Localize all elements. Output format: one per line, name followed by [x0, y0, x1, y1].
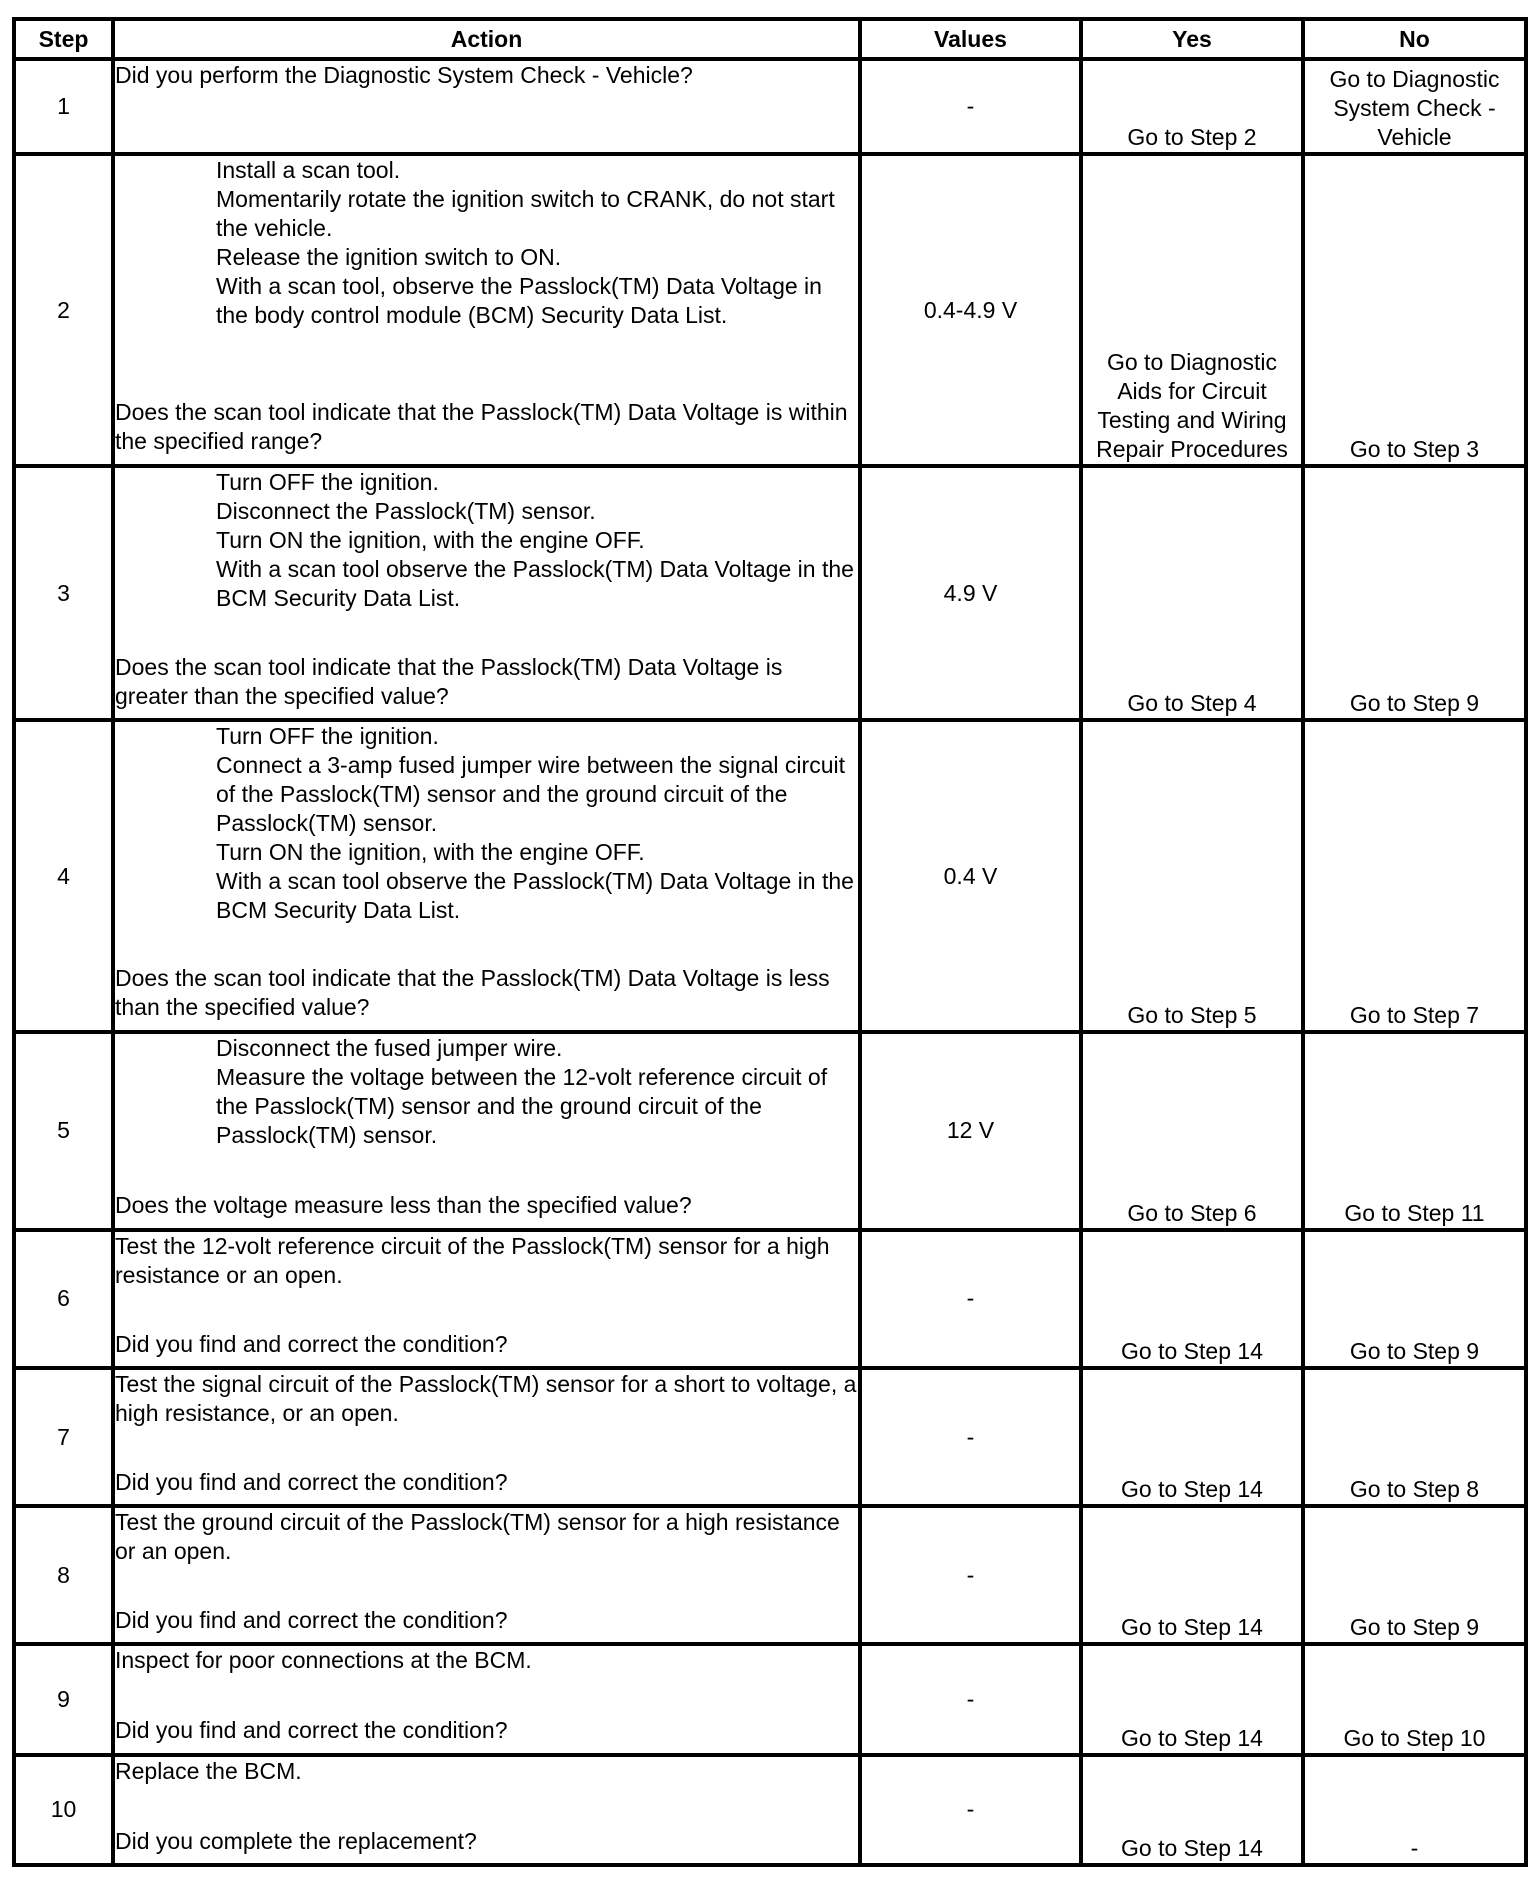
action-question: Does the scan tool indicate that the Passlock(TM) Data Voltage is less than the specified value?	[115, 965, 830, 1021]
action-cell	[113, 1755, 860, 1865]
no-cell: Go to Step 9	[1303, 1230, 1526, 1368]
no-cell: Go to Step 11	[1303, 1032, 1526, 1229]
header-step: Step	[14, 19, 113, 59]
header-row	[14, 19, 1526, 59]
values-cell: 0.4 V	[860, 720, 1081, 1032]
action-cell	[113, 1368, 860, 1506]
action-question: Did you find and correct the condition?	[115, 1330, 508, 1357]
no-cell: -	[1303, 1755, 1526, 1865]
action-content	[115, 1232, 858, 1359]
instruction-line: Connect a 3-amp fused jumper wire between the signal circuit of the Passlock(TM) sensor and the ground circuit of the Passlock(TM) sensor.	[216, 752, 845, 837]
values-cell: 12 V	[860, 1032, 1081, 1229]
step-number: 2	[14, 154, 113, 466]
action-cell	[113, 1230, 860, 1368]
instruction-line: With a scan tool observe the Passlock(TM) Data Voltage in the BCM Security Data List.	[216, 555, 854, 611]
instruction-line: Turn ON the ignition, with the engine OFF.	[216, 526, 645, 553]
action-text: Test the ground circuit of the Passlock(TM) sensor for a high resistance or an open.	[115, 1509, 840, 1565]
action-question: Did you find and correct the condition?	[115, 1468, 508, 1495]
step-number: 8	[14, 1506, 113, 1644]
no-cell: Go to Step 10	[1303, 1644, 1526, 1754]
action-content	[115, 156, 858, 456]
action-content	[115, 1508, 858, 1635]
no-cell: Go to Step 9	[1303, 1506, 1526, 1644]
step-number: 7	[14, 1368, 113, 1506]
action-text: Test the signal circuit of the Passlock(TM) sensor for a short to voltage, a high resistance, or an open.	[115, 1370, 857, 1426]
values-cell: -	[860, 59, 1081, 154]
action-top	[115, 61, 858, 90]
table-row	[14, 1755, 1526, 1865]
no-cell: Go to Step 9	[1303, 466, 1526, 721]
action-content	[115, 722, 858, 1022]
step-number: 9	[14, 1644, 113, 1754]
action-top	[115, 722, 858, 925]
instruction-line: Disconnect the Passlock(TM) sensor.	[216, 497, 596, 524]
values-cell: 4.9 V	[860, 466, 1081, 721]
yes-cell: Go to Step 14	[1081, 1755, 1303, 1865]
action-top	[115, 1508, 858, 1566]
action-text: Test the 12-volt reference circuit of the Passlock(TM) sensor for a high resistance or an open.	[115, 1232, 830, 1288]
step-number: 6	[14, 1230, 113, 1368]
values-cell: -	[860, 1506, 1081, 1644]
action-top	[115, 1757, 858, 1786]
action-cell	[113, 720, 860, 1032]
table-row	[14, 1368, 1526, 1506]
action-content	[115, 468, 858, 711]
instruction-line: Turn OFF the ignition.	[216, 468, 439, 495]
values-cell: -	[860, 1755, 1081, 1865]
yes-cell: Go to Step 5	[1081, 720, 1303, 1032]
action-top	[115, 1034, 858, 1150]
step-number: 10	[14, 1755, 113, 1865]
action-cell	[113, 1506, 860, 1644]
yes-cell: Go to Step 14	[1081, 1506, 1303, 1644]
instruction-line: With a scan tool observe the Passlock(TM) Data Voltage in the BCM Security Data List.	[216, 868, 854, 924]
action-text: Replace the BCM.	[115, 1757, 302, 1784]
yes-cell: Go to Step 4	[1081, 466, 1303, 721]
instruction-line: Turn ON the ignition, with the engine OFF.	[216, 839, 645, 866]
action-content	[115, 1034, 858, 1220]
action-cell	[113, 1644, 860, 1754]
instruction-line: Measure the voltage between the 12-volt reference circuit of the Passlock(TM) sensor and the ground circuit of the Passlock(TM) sensor.	[216, 1064, 828, 1149]
table-row	[14, 59, 1526, 154]
values-cell: -	[860, 1368, 1081, 1506]
values-cell: -	[860, 1644, 1081, 1754]
action-content	[115, 61, 858, 145]
action-top	[115, 468, 858, 613]
table-row	[14, 1506, 1526, 1644]
table-row	[14, 720, 1526, 1032]
header-no: No	[1303, 19, 1526, 59]
instruction-line: Release the ignition switch to ON.	[216, 244, 562, 271]
action-question: Does the scan tool indicate that the Passlock(TM) Data Voltage is within the specified range?	[115, 399, 848, 455]
instruction-line: With a scan tool, observe the Passlock(TM) Data Voltage in the body control module (BCM) Security Data List.	[216, 273, 822, 329]
action-text: Did you perform the Diagnostic System Check - Vehicle?	[115, 62, 693, 88]
step-number: 5	[14, 1032, 113, 1229]
diagnostic-table	[12, 17, 1528, 1867]
action-cell	[113, 154, 860, 466]
step-number: 4	[14, 720, 113, 1032]
no-cell: Go to Diagnostic System Check - Vehicle	[1303, 59, 1526, 154]
table-row	[14, 466, 1526, 721]
action-question: Does the voltage measure less than the specified value?	[115, 1192, 692, 1219]
yes-cell: Go to Step 2	[1081, 59, 1303, 154]
action-question: Did you find and correct the condition?	[115, 1717, 508, 1744]
step-number: 1	[14, 59, 113, 154]
no-cell: Go to Step 3	[1303, 154, 1526, 466]
action-question: Did you complete the replacement?	[115, 1827, 477, 1854]
action-content	[115, 1370, 858, 1497]
header-values: Values	[860, 19, 1081, 59]
yes-cell: Go to Step 14	[1081, 1644, 1303, 1754]
action-cell	[113, 59, 860, 154]
table-row	[14, 154, 1526, 466]
action-content	[115, 1646, 858, 1745]
no-cell: Go to Step 7	[1303, 720, 1526, 1032]
header-action: Action	[113, 19, 860, 59]
action-question: Did you find and correct the condition?	[115, 1607, 508, 1634]
action-content	[115, 1757, 858, 1856]
yes-cell: Go to Step 6	[1081, 1032, 1303, 1229]
action-top	[115, 1232, 858, 1290]
yes-cell: Go to Diagnostic Aids for Circuit Testing and Wiring Repair Procedures	[1081, 154, 1303, 466]
instruction-line: Disconnect the fused jumper wire.	[216, 1035, 563, 1062]
step-number: 3	[14, 466, 113, 721]
action-top	[115, 1370, 858, 1428]
action-text: Inspect for poor connections at the BCM.	[115, 1647, 532, 1674]
values-cell: 0.4-4.9 V	[860, 154, 1081, 466]
no-cell: Go to Step 8	[1303, 1368, 1526, 1506]
instruction-line: Install a scan tool.	[216, 157, 401, 184]
table-row	[14, 1032, 1526, 1229]
action-question: Does the scan tool indicate that the Passlock(TM) Data Voltage is greater than the specified value?	[115, 653, 783, 709]
instruction-line: Momentarily rotate the ignition switch to CRANK, do not start the vehicle.	[216, 186, 835, 242]
action-top	[115, 156, 858, 330]
table-row	[14, 1230, 1526, 1368]
instruction-line: Turn OFF the ignition.	[216, 723, 439, 750]
yes-cell: Go to Step 14	[1081, 1368, 1303, 1506]
action-cell	[113, 466, 860, 721]
yes-cell: Go to Step 14	[1081, 1230, 1303, 1368]
table-row	[14, 1644, 1526, 1754]
action-top	[115, 1646, 858, 1675]
table-body	[14, 59, 1526, 1865]
action-cell	[113, 1032, 860, 1229]
values-cell: -	[860, 1230, 1081, 1368]
header-yes: Yes	[1081, 19, 1303, 59]
